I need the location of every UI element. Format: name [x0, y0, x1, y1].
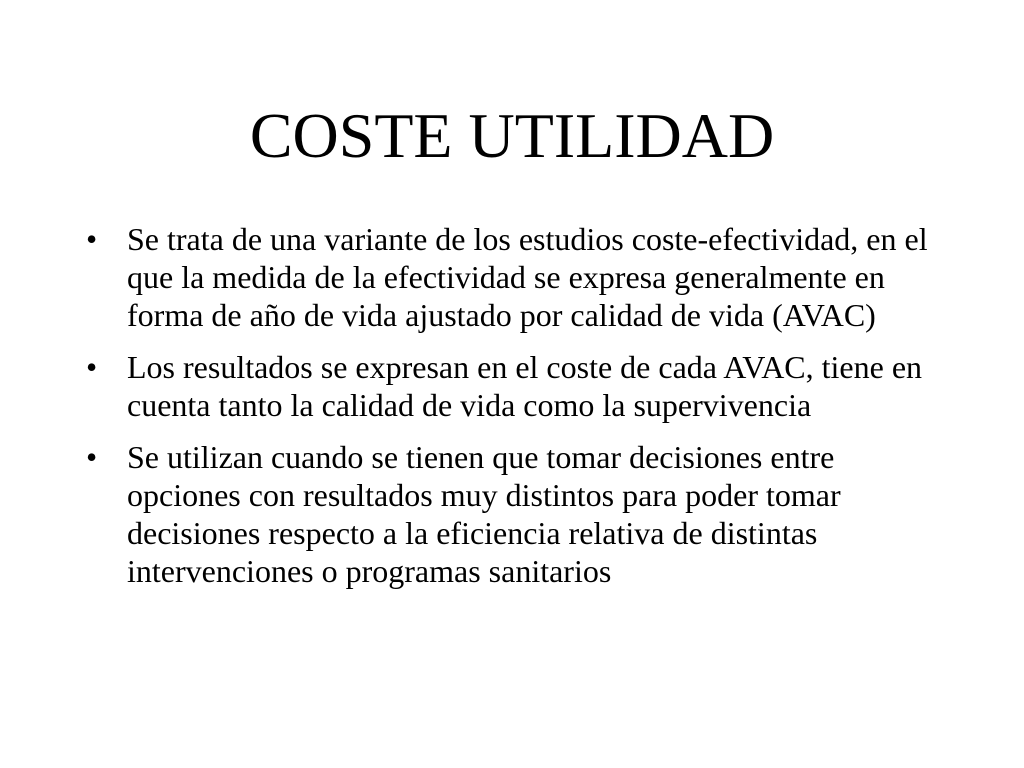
bullet-text: Se trata de una variante de los estudios coste-efectividad, en el que la medida de la efectividad se expresa generalmente en forma de año de vida ajustado por calidad de vida (AVAC) — [127, 221, 928, 333]
bullet-text: Se utilizan cuando se tienen que tomar decisiones entre opciones con resultados muy distintos para poder tomar decisiones respecto a la eficiencia relativa de distintas intervenciones o programas sanitarios — [127, 439, 841, 589]
bullet-list — [84, 220, 944, 604]
bullet-item — [84, 438, 944, 590]
bullet-item — [84, 348, 944, 424]
bullet-marker: • — [86, 349, 98, 385]
bullet-text: Los resultados se expresan en el coste de cada AVAC, tiene en cuenta tanto la calidad de vida como la supervivencia — [127, 349, 923, 423]
bullet-item — [84, 220, 944, 334]
slide-title: COSTE UTILIDAD — [249, 100, 775, 171]
bullet-marker: • — [86, 439, 98, 475]
bullet-marker: • — [86, 221, 98, 257]
